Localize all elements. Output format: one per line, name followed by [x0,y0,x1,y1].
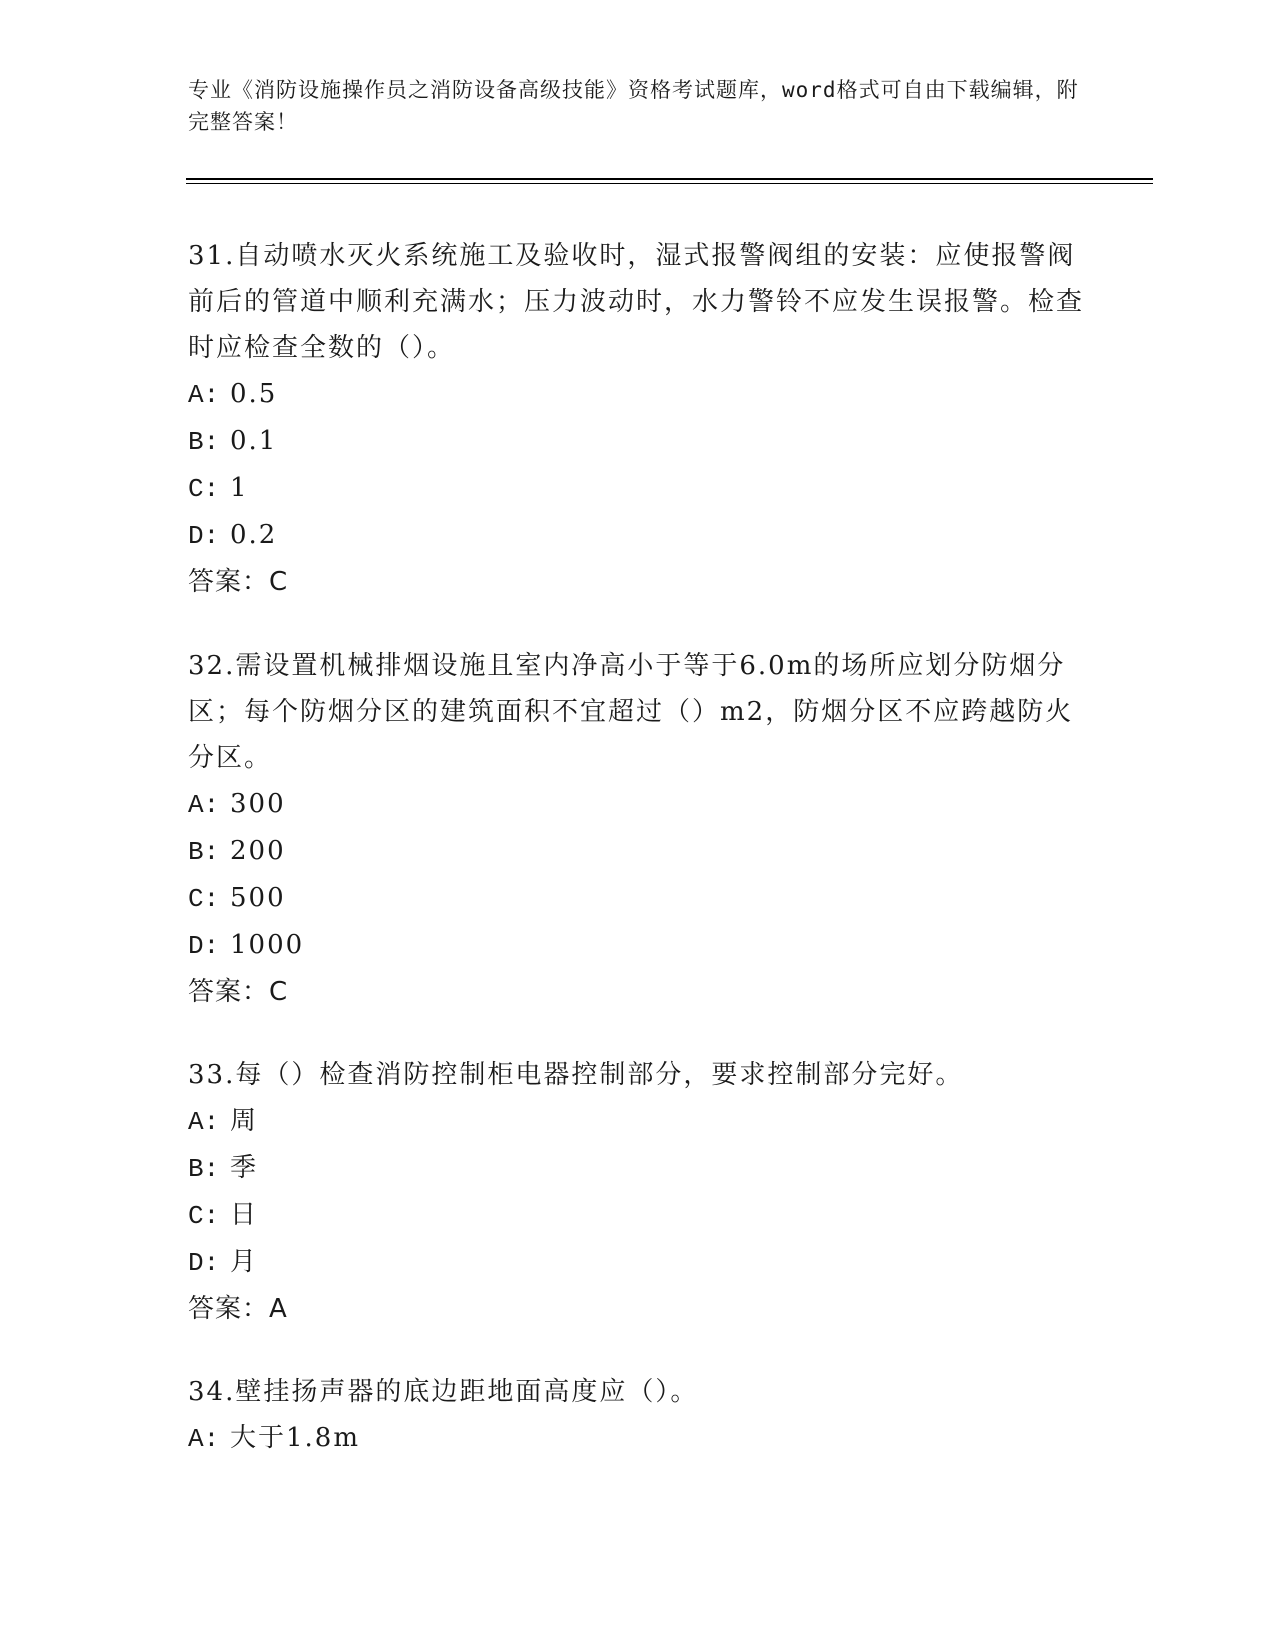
question-34 [188,1369,1088,1462]
answer-line: 答案：A [188,1294,288,1324]
option-text: 日 [230,1200,259,1230]
option-text: 大于1.8m [230,1423,361,1453]
option-c [188,875,1088,922]
option-key: A: [188,1107,220,1137]
question-32 [188,643,1088,1015]
option-b [188,828,1088,875]
question-31 [188,233,1088,605]
option-text: 1000 [230,930,305,960]
option-text: 季 [230,1153,259,1183]
option-text: 0.1 [230,426,278,456]
answer-line: 答案：C [188,977,289,1007]
option-text: 200 [230,836,286,866]
option-text: 0.5 [230,379,278,409]
option-text: 周 [230,1106,259,1136]
option-a [188,781,1088,828]
option-key: B: [188,427,220,457]
option-key: C: [188,884,220,914]
option-text: 0.2 [230,520,278,550]
question-stem: 34.壁挂扬声器的底边距地面高度应（）。 [188,1377,699,1407]
question-stem: 33.每（）检查消防控制柜电器控制部分，要求控制部分完好。 [188,1060,964,1090]
option-key: A: [188,1424,220,1454]
option-key: B: [188,1154,220,1184]
document-header: 专业《消防设施操作员之消防设备高级技能》资格考试题库，word格式可自由下载编辑，附完整答案！ [188,78,1079,134]
option-text: 1 [230,473,249,503]
option-a [188,1098,1088,1145]
header-divider-thick [186,178,1153,180]
option-text: 月 [230,1247,259,1277]
option-d [188,1239,1088,1286]
option-b [188,418,1088,465]
option-key: D: [188,1248,220,1278]
option-text: 300 [230,789,286,819]
header-divider-thin [186,183,1153,184]
option-key: D: [188,931,220,961]
option-c [188,1192,1088,1239]
option-key: A: [188,380,220,410]
option-a [188,371,1088,418]
question-33 [188,1052,1088,1332]
option-key: C: [188,474,220,504]
question-stem: 32.需设置机械排烟设施且室内净高小于等于6.0m的场所应划分防烟分区；每个防烟分区的建筑面积不宜超过（）m2，防烟分区不应跨越防火分区。 [188,651,1074,773]
option-c [188,465,1088,512]
option-a [188,1415,1088,1462]
option-key: B: [188,837,220,867]
option-key: A: [188,790,220,820]
option-text: 500 [230,883,286,913]
option-key: C: [188,1201,220,1231]
option-b [188,1145,1088,1192]
option-d [188,922,1088,969]
answer-line: 答案：C [188,567,289,597]
option-key: D: [188,521,220,551]
question-stem: 31.自动喷水灭火系统施工及验收时，湿式报警阀组的安装：应使报警阀前后的管道中顺利充满水；压力波动时，水力警铃不应发生误报警。检查时应检查全数的（）。 [188,241,1085,363]
option-d [188,512,1088,559]
